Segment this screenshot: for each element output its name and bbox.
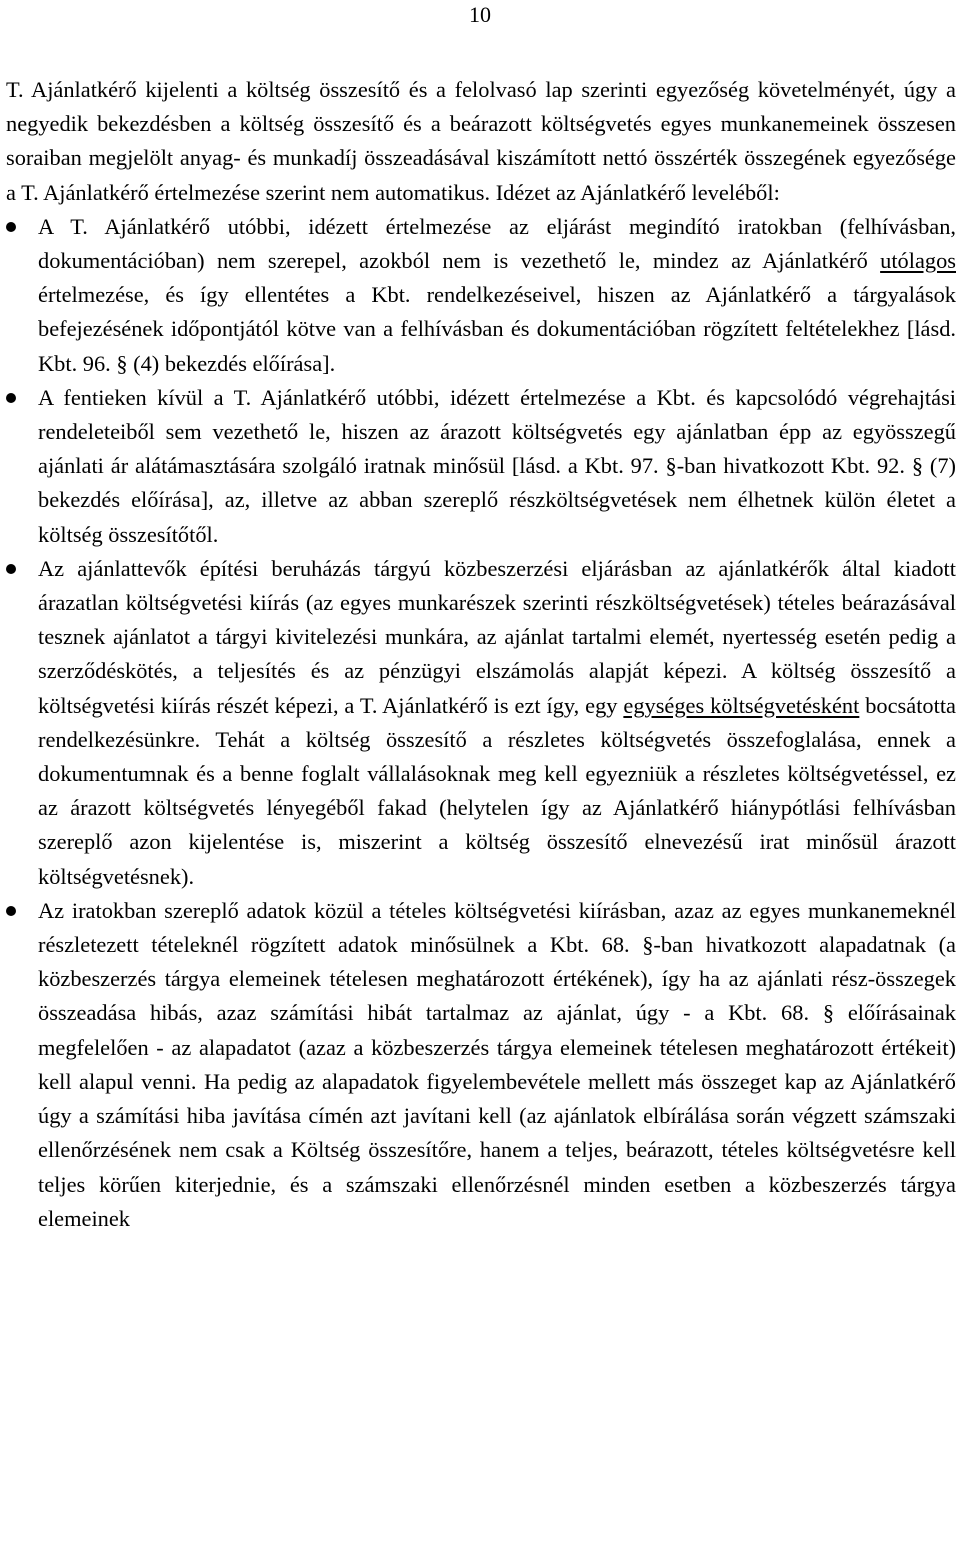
bullet-icon: [6, 906, 16, 916]
list-item-text: Az ajánlattevők építési beruházás tárgyú közbeszerzési eljárásban az ajánlatkérők által kiadott árazatlan költségvetési kiírás (az egyes munkarészek szerinti részköltségvetések) tételes beárazásával tesznek ajánlatot a tárgyi kivitelezési munkára, az ajánlat tartalmi elemét, nyertesség esetén pedig a szerződéskötés, a teljesítés és az pénzügyi elszámolás alapját képezi. A költség összesítő a költségvetési kiírás részét képezi, a T. Ajánlatkérő is ezt így, egy: [38, 555, 956, 718]
bullet-icon: [6, 222, 16, 232]
list-item: [6, 381, 956, 552]
intro-paragraph: T. Ajánlatkérő kijelenti a költség összesítő és a felolvasó lap szerinti egyezőség követelményét, úgy a negyedik bekezdésben a költség összesítő és a beárazott költségvetés egyes munkanemeinek összesen soraiban megjelölt anyag- és munkadíj összeadásával kiszámított nettó összérték összegének egyezősége a T. Ajánlatkérő értelmezése szerint nem automatikus. Idézet az Ajánlatkérő leveléből:: [6, 77, 956, 205]
list-item-text: A fentieken kívül a T. Ajánlatkérő utóbbi, idézett értelmezése a Kbt. és kapcsolódó végrehajtási rendeleteiből sem vezethető le, hiszen az árazott költségvetés egy ajánlatban épp az egyösszegű ajánlati ár alátámasztására szolgáló iratnak minősül [lásd. a Kbt. 97. §-ban hivatkozott Kbt. 92. § (7) bekezdés előírása], az, illetve az abban szereplő részköltségvetések nem élhetnek külön életet a költség összesítőtől.: [38, 384, 956, 547]
bullet-icon: [6, 393, 16, 403]
underlined-text: utólagos: [880, 248, 956, 274]
document-body: [6, 73, 956, 1236]
list-item: [6, 552, 956, 894]
list-item-text: A T. Ajánlatkérő utóbbi, idézett értelmezése az eljárást megindító iratokban (felhívásban, dokumentációban) nem szerepel, azokból nem is vezethető le, mindez az Ajánlatkérő: [38, 213, 956, 274]
list-item-text: Az iratokban szereplő adatok közül a tételes költségvetési kiírásban, azaz az egyes munkanemeknél részletezett tételeknél rögzített adatok minősülnek a Kbt. 68. §-ban hivatkozott alapadatnak (a közbeszerzés tárgya elemeinek tételesen meghatározott értékének), így ha az ajánlati rész-összegek összeadása hibás, azaz számítási hibát tartalmaz az ajánlat, úgy - a Kbt. 68. § előírásainak megfelelően - az alapadatot (azaz a közbeszerzés tárgya elemeinek tételesen meghatározott értékeit) kell alapul venni. Ha pedig az alapadatok figyelembevétele mellett más összeget kap az Ajánlatkérő úgy a számítási hiba javítása címén azt javítani kell (az ajánlatok elbírálása során végzett számszaki ellenőrzésének nem csak a Költség összesítőre, hanem a teljes, beárazott, tételes költségvetésre kell teljes körűen kiterjednie, és a számszaki ellenőrzésnél minden esetben a közbeszerzés tárgya elemeinek: [38, 897, 956, 1231]
underlined-text: egységes költségvetésként: [623, 692, 860, 718]
list-item: [6, 210, 956, 381]
page-number: 10: [469, 2, 491, 27]
bullet-icon: [6, 564, 16, 574]
list-item: [6, 894, 956, 1236]
list-item-text: bocsátotta rendelkezésünkre. Tehát a költség összesítő a részletes költségvetés összefoglalása, ennek a dokumentumnak és a benne foglalt vállalásoknak meg kell egyezniük a részletes költségvetéssel, ez az árazott költségvetés lényegéből fakad (helytelen így az Ajánlatkérő hiánypótlási felhívásban szereplő azon kijelentése is, miszerint a költség összesítő elnevezésű irat minősül árazott költségvetésnek).: [38, 692, 956, 889]
bullet-list: [6, 210, 956, 1236]
list-item-text: értelmezése, és így ellentétes a Kbt. rendelkezéseivel, hiszen az Ajánlatkérő a tárgyalások befejezésének időpontjától kötve van a felhívásban és dokumentációban rögzített feltételekhez [lásd. Kbt. 96. § (4) bekezdés előírása].: [38, 282, 956, 376]
